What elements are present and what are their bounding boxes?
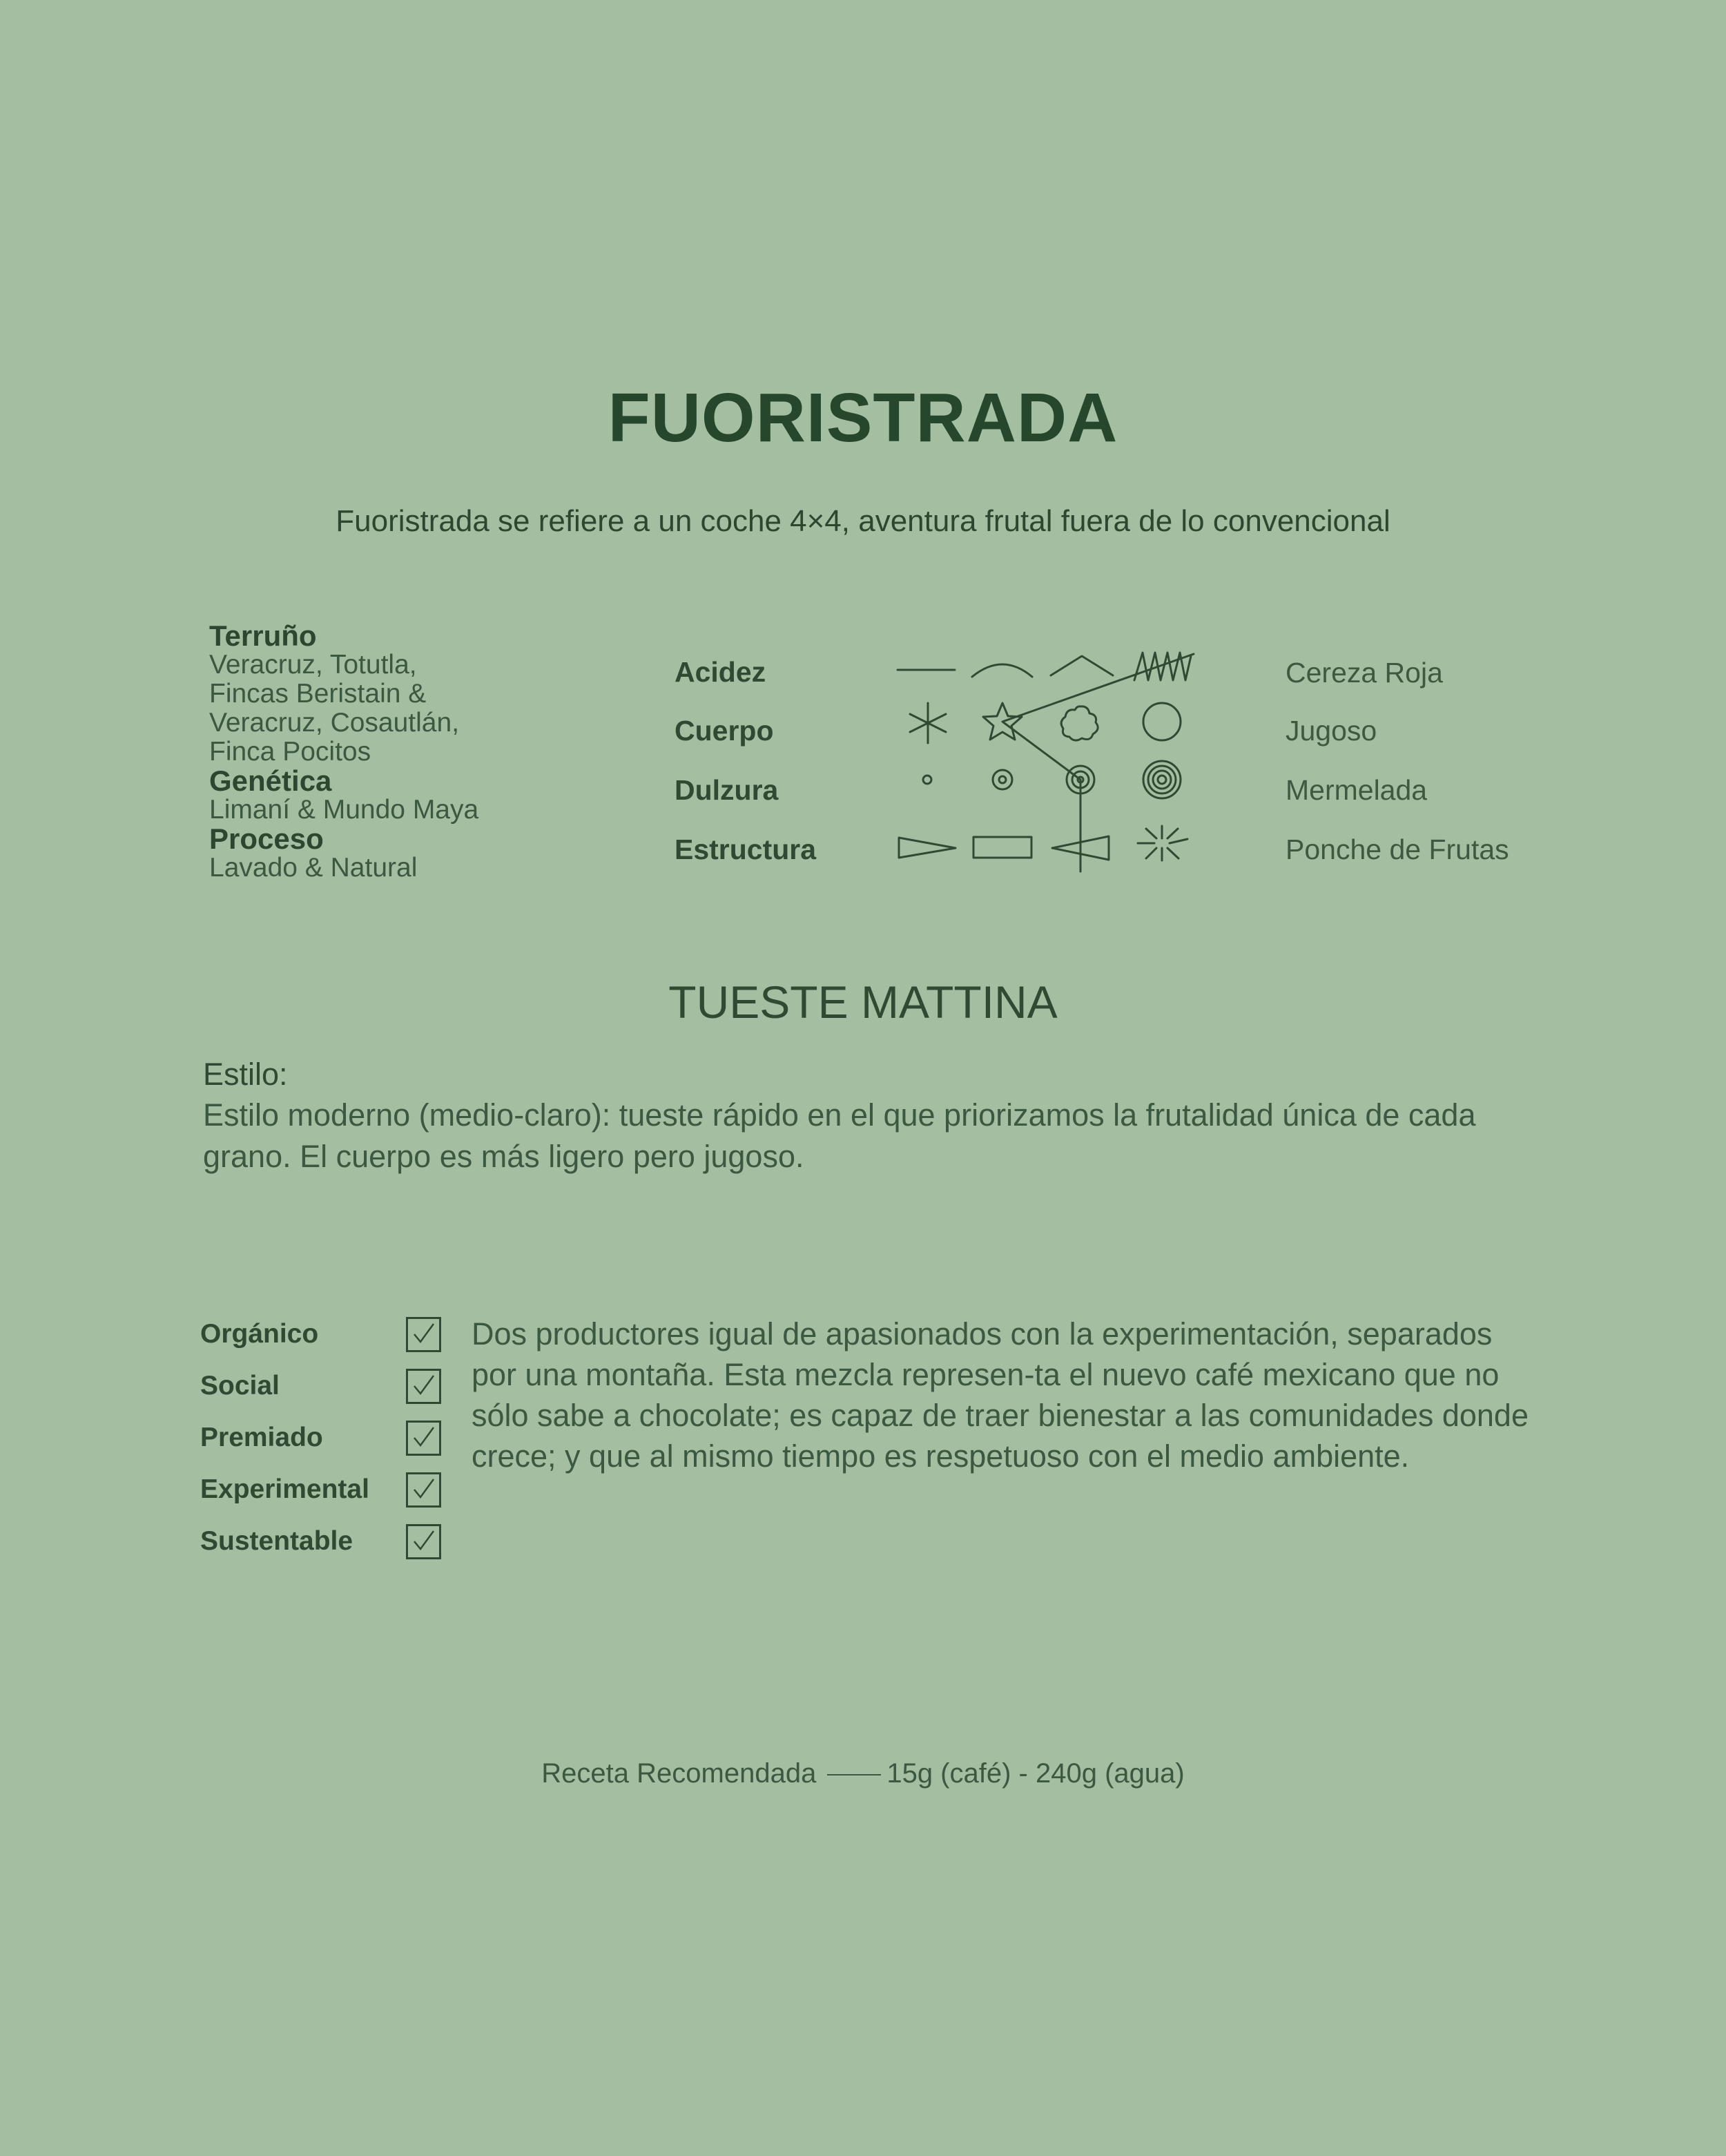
recipe-value: 15g (café) - 240g (agua) [886,1758,1185,1789]
acidez-level-4-icon [1134,653,1191,680]
acidez-level-3-icon [1051,656,1113,675]
cert-experimental-checkbox [406,1472,441,1508]
coffee-name-title: FUORISTRADA [608,379,1118,456]
estilo-text: Estilo moderno (medio-claro): tueste rápido en el que priorizamos la frutalidad única de cada grano. El cuerpo es más ligero pero jugoso. [203,1097,1476,1174]
cert-experimental-label: Experimental [200,1474,369,1504]
estructura-level-1-icon [899,838,956,858]
dulzura-level-2-icon [993,770,1012,789]
cuerpo-descriptor: Jugoso [1286,715,1377,747]
dulzura-label: Dulzura [675,774,779,806]
cert-sustentable-label: Sustentable [200,1526,353,1556]
genetica-value: Limaní & Mundo Maya [209,795,479,825]
cuerpo-level-4-icon [1143,703,1181,740]
cert-organico-label: Orgánico [200,1319,319,1349]
estilo-label: Estilo: [203,1057,288,1092]
estructura-label: Estructura [675,834,817,865]
recipe-label: Receta Recomendada [541,1758,817,1789]
recipe-line [0,1758,1726,1789]
acidez-level-2-icon [972,664,1032,677]
genetica-label: Genética [209,764,332,797]
cert-organico-checkbox [406,1317,441,1352]
recipe-dash [827,1774,881,1775]
acidez-label: Acidez [675,656,766,688]
terruno-line: Veracruz, Totutla, [209,650,417,680]
terruno-line: Veracruz, Cosautlán, [209,708,460,738]
cert-sustentable-checkbox [406,1524,441,1559]
estructura-level-2-icon [973,837,1031,858]
cuerpo-level-1-icon [910,703,946,743]
cert-social-label: Social [200,1371,280,1401]
acidez-descriptor: Cereza Roja [1286,657,1443,689]
cert-premiado-label: Premiado [200,1423,323,1452]
dulzura-descriptor: Mermelada [1286,774,1428,806]
cert-social-checkbox [406,1369,441,1404]
proceso-label: Proceso [209,822,324,855]
dulzura-level-1-icon [923,776,931,784]
terruno-label: Terruño [209,619,317,652]
estructura-descriptor: Ponche de Frutas [1286,834,1509,865]
coffee-subtitle: Fuoristrada se refiere a un coche 4×4, aventura frutal fuera de lo convencional [336,504,1390,538]
terruno-line: Finca Pocitos [209,737,371,767]
producers-description: Dos productores igual de apasionados con la experimentación, separados por una montaña. Esta mezcla represen-ta el nuevo café mexicano que no sólo sabe a chocolate; es capaz de traer bienestar a las comunidades donde crece; y que al mismo tiempo es respetuoso con el medio ambiente. [472,1316,1529,1474]
flavor-profile-grid [884,635,1201,884]
origin-info [209,619,637,883]
estructura-level-4-icon [1138,826,1187,860]
terruno-line: Fincas Beristain & [209,679,427,709]
dulzura-level-4-icon [1143,761,1181,798]
cuerpo-level-3-icon [1061,706,1098,740]
cert-premiado-checkbox [406,1421,441,1456]
roast-title: TUESTE MATTINA [668,976,1058,1028]
cuerpo-label: Cuerpo [675,715,774,747]
proceso-value: Lavado & Natural [209,853,418,883]
